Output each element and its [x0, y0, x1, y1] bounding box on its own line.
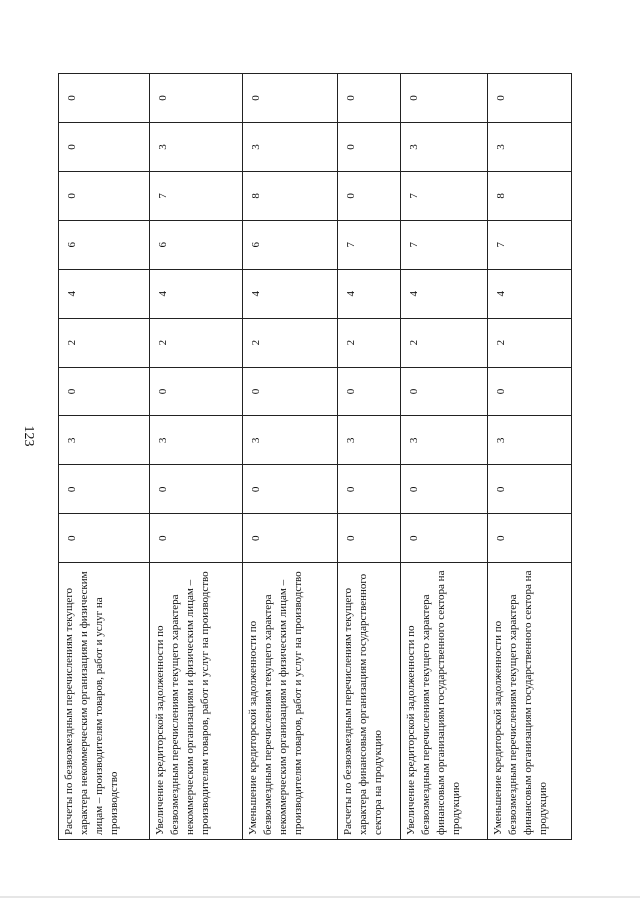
code-cell: 0	[149, 74, 242, 123]
code-cell: 0	[242, 465, 337, 514]
code-cell: 7	[400, 220, 487, 269]
table-row	[242, 74, 337, 840]
row-description: Уменьшение кредиторской задолженности по безвозмездным перечислениям текущего характера некоммерческим организациям и физическим лицам – производителям товаров, работ и услуг на производство	[242, 563, 337, 840]
code-cell: 7	[487, 220, 571, 269]
code-cell: 0	[149, 367, 242, 416]
code-cell: 0	[242, 74, 337, 123]
code-cell: 7	[149, 171, 242, 220]
code-cell: 0	[59, 514, 150, 563]
table-row	[337, 74, 400, 840]
code-cell: 4	[400, 269, 487, 318]
code-cell: 0	[487, 74, 571, 123]
code-cell: 8	[242, 171, 337, 220]
code-cell: 3	[487, 416, 571, 465]
code-cell: 3	[59, 416, 150, 465]
code-cell: 0	[400, 465, 487, 514]
code-cell: 7	[400, 171, 487, 220]
code-cell: 0	[59, 465, 150, 514]
code-cell: 2	[400, 318, 487, 367]
code-cell: 0	[337, 514, 400, 563]
code-cell: 0	[337, 74, 400, 123]
code-cell: 2	[487, 318, 571, 367]
page-number: 123	[21, 425, 36, 447]
page-bottom-edge	[0, 896, 640, 898]
code-cell: 0	[149, 465, 242, 514]
table-row	[149, 74, 242, 840]
code-cell: 3	[337, 416, 400, 465]
row-description: Расчеты по безвозмездным перечислениям текущего характера финансовым организациям государственного сектора на продукцию	[337, 563, 400, 840]
code-cell: 2	[149, 318, 242, 367]
code-cell: 3	[149, 123, 242, 172]
code-cell: 0	[149, 514, 242, 563]
code-cell: 4	[149, 269, 242, 318]
row-description: Увеличение кредиторской задолженности по безвозмездным перечислениям текущего характера финансовым организациям государственного сектора на продукцию	[400, 563, 487, 840]
classification-table-container	[58, 73, 572, 840]
code-cell: 4	[59, 269, 150, 318]
code-cell: 0	[337, 367, 400, 416]
rotated-table-frame	[58, 73, 572, 840]
code-cell: 0	[400, 74, 487, 123]
classification-table	[58, 73, 572, 840]
code-cell: 0	[337, 171, 400, 220]
code-cell: 3	[242, 416, 337, 465]
code-cell: 4	[487, 269, 571, 318]
code-cell: 0	[337, 123, 400, 172]
table-row	[400, 74, 487, 840]
code-cell: 3	[242, 123, 337, 172]
code-cell: 3	[400, 416, 487, 465]
code-cell: 6	[59, 220, 150, 269]
code-cell: 0	[337, 465, 400, 514]
code-cell: 8	[487, 171, 571, 220]
code-cell: 2	[242, 318, 337, 367]
code-cell: 4	[337, 269, 400, 318]
code-cell: 3	[487, 123, 571, 172]
table-row	[487, 74, 571, 840]
code-cell: 3	[400, 123, 487, 172]
code-cell: 7	[337, 220, 400, 269]
code-cell: 4	[242, 269, 337, 318]
code-cell: 0	[59, 367, 150, 416]
code-cell: 0	[400, 514, 487, 563]
table-row	[59, 74, 150, 840]
row-description: Расчеты по безвозмездным перечислениям текущего характера некоммерческим организациям и физическим лицам – производителям товаров, работ и услуг на производство	[59, 563, 150, 840]
code-cell: 0	[59, 74, 150, 123]
row-description: Увеличение кредиторской задолженности по безвозмездным перечислениям текущего характера некоммерческим организациям и физическим лицам – производителям товаров, работ и услуг на производство	[149, 563, 242, 840]
code-cell: 0	[59, 123, 150, 172]
code-cell: 0	[242, 514, 337, 563]
code-cell: 6	[242, 220, 337, 269]
code-cell: 0	[487, 514, 571, 563]
row-description: Уменьшение кредиторской задолженности по безвозмездным перечислениям текущего характера финансовым организациям государственного сектора на продукцию	[487, 563, 571, 840]
code-cell: 2	[59, 318, 150, 367]
code-cell: 6	[149, 220, 242, 269]
code-cell: 0	[400, 367, 487, 416]
code-cell: 0	[242, 367, 337, 416]
code-cell: 0	[487, 367, 571, 416]
code-cell: 0	[59, 171, 150, 220]
code-cell: 0	[487, 465, 571, 514]
code-cell: 2	[337, 318, 400, 367]
code-cell: 3	[149, 416, 242, 465]
